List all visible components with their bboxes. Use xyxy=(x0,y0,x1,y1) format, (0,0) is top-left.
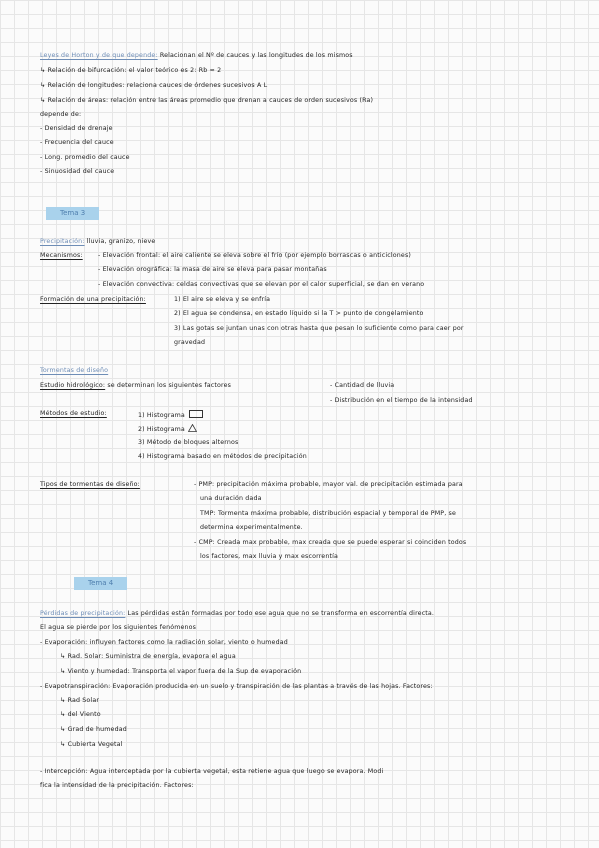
evaporacion-item: ↳ Viento y humedad: Transporta el vapor fuera de la Sup de evaporación xyxy=(60,668,302,675)
evt-factor: ↳ Grad de humedad xyxy=(60,726,127,733)
precip-heading-line xyxy=(40,238,155,246)
metodo-item: 4) Histograma basado en métodos de precipitación xyxy=(138,453,307,460)
precip-heading: Precipitación: xyxy=(40,238,85,245)
rectangle-icon xyxy=(189,410,203,418)
formacion-step: 3) Las gotas se juntan unas con otras hasta que pesan lo suficiente como para caer por xyxy=(174,325,464,332)
mecanismos-label: Mecanismos: xyxy=(40,252,83,259)
formacion-label: Formación de una precipitación: xyxy=(40,296,146,303)
metodo-text: 1) Histograma xyxy=(138,412,185,419)
tormentas-heading: Tormentas de diseño xyxy=(40,367,109,374)
evt-factor: ↳ del Viento xyxy=(60,711,101,718)
depende-label: depende de: xyxy=(40,111,82,118)
leyes-heading-rest: Relacionan el Nº de cauces y las longitudes de los mismos xyxy=(159,52,353,59)
perdidas-line-2: El agua se pierde por los siguientes fenómenos xyxy=(40,624,197,631)
metodo-item xyxy=(138,424,197,434)
estudio-line xyxy=(40,382,231,390)
leyes-line-1: ↳ Relación de bifurcación: el valor teórico es 2: Rb ≈ 2 xyxy=(40,67,222,74)
metodos-label: Métodos de estudio: xyxy=(40,410,107,417)
tipo-pmp: - PMP: precipitación máxima probable, mayor val. de precipitación estimada para xyxy=(194,481,463,488)
formacion-step: 2) El agua se condensa, en estado líquido si la T > punto de congelamiento xyxy=(174,310,424,317)
formacion-step: 1) El aire se eleva y se enfría xyxy=(174,296,271,303)
perdidas-heading-line xyxy=(40,610,434,618)
factor-item: - Cantidad de lluvia xyxy=(330,382,395,389)
evaporacion-item: ↳ Rad. Solar: Suministra de energía, evapora el agua xyxy=(60,653,236,660)
intercepcion-line: - Intercepción: Agua interceptada por la cubierta vegetal, esta retiene agua que luego se evapora. Modi xyxy=(40,768,384,775)
leyes-line-3: ↳ Relación de áreas: relación entre las áreas promedio que drenan a cauces de orden sucesivos (Ra) xyxy=(40,97,374,104)
tipo-tmp: TMP: Tormenta máxima probable, distribución espacial y temporal de PMP, se xyxy=(200,510,456,517)
metodo-text: 2) Histograma xyxy=(138,426,185,433)
estudio-rest: se determinan los siguientes factores xyxy=(107,382,232,389)
depende-item: - Densidad de drenaje xyxy=(40,125,113,132)
depende-item: - Sinuosidad del cauce xyxy=(40,168,115,175)
perdidas-heading-rest: Las pérdidas están formadas por todo ese agua que no se transforma en escorrentía directa. xyxy=(127,610,435,617)
evt-factor: ↳ Cubierta Vegetal xyxy=(60,741,123,748)
metodo-item xyxy=(138,410,203,420)
perdidas-heading: Pérdidas de precipitación: xyxy=(40,610,126,617)
tipo-tmp-cont: determina experimentalmente. xyxy=(200,524,303,531)
mecanismo-item: - Elevación frontal: el aire caliente se eleva sobre el frío (por ejemplo borrascas o anticiclones) xyxy=(98,252,411,259)
leyes-heading: Leyes de Horton y de que depende: xyxy=(40,52,158,59)
tipos-label: Tipos de tormentas de diseño: xyxy=(40,481,140,488)
leyes-line-2: ↳ Relación de longitudes: relaciona cauces de órdenes sucesivos A L xyxy=(40,82,268,89)
evaporacion-line: - Evaporación: influyen factores como la radiación solar, viento o humedad xyxy=(40,639,288,646)
mecanismo-item: - Elevación orográfica: la masa de aire se eleva para pasar montañas xyxy=(98,266,327,273)
tema3-banner: Tema 3 xyxy=(46,207,99,220)
leyes-heading-line xyxy=(40,52,353,60)
estudio-label: Estudio hidrológico: xyxy=(40,382,106,389)
evt-factor: ↳ Rad Solar xyxy=(60,697,100,704)
metodo-item: 3) Método de bloques alternos xyxy=(138,439,239,446)
depende-item: - Long. promedio del cauce xyxy=(40,154,130,161)
formacion-step-cont: gravedad xyxy=(174,339,206,346)
depende-item: - Frecuencia del cauce xyxy=(40,139,114,146)
tema4-banner: Tema 4 xyxy=(74,577,127,590)
intercepcion-line-cont: fica la intensidad de la precipitación. Factores: xyxy=(40,782,194,789)
factor-item: - Distribución en el tiempo de la intensidad xyxy=(330,397,473,404)
triangle-icon xyxy=(188,424,197,432)
evapotranspiracion-line: - Evapotranspiración: Evaporación producida en un suelo y transpiración de las plantas a través de las hojas. Factores: xyxy=(40,683,433,690)
mecanismo-item: - Elevación convectiva: celdas convectivas que se elevan por el calor superficial, se dan en verano xyxy=(98,281,425,288)
tipo-pmp-cont: una duración dada xyxy=(200,495,262,502)
tipo-cmp: - CMP: Creada max probable, max creada que se puede esperar si coinciden todos xyxy=(194,539,467,546)
precip-heading-rest: lluvia, granizo, nieve xyxy=(86,238,156,245)
tipo-cmp-cont: los factores, max lluvia y max escorrentía xyxy=(200,553,338,560)
